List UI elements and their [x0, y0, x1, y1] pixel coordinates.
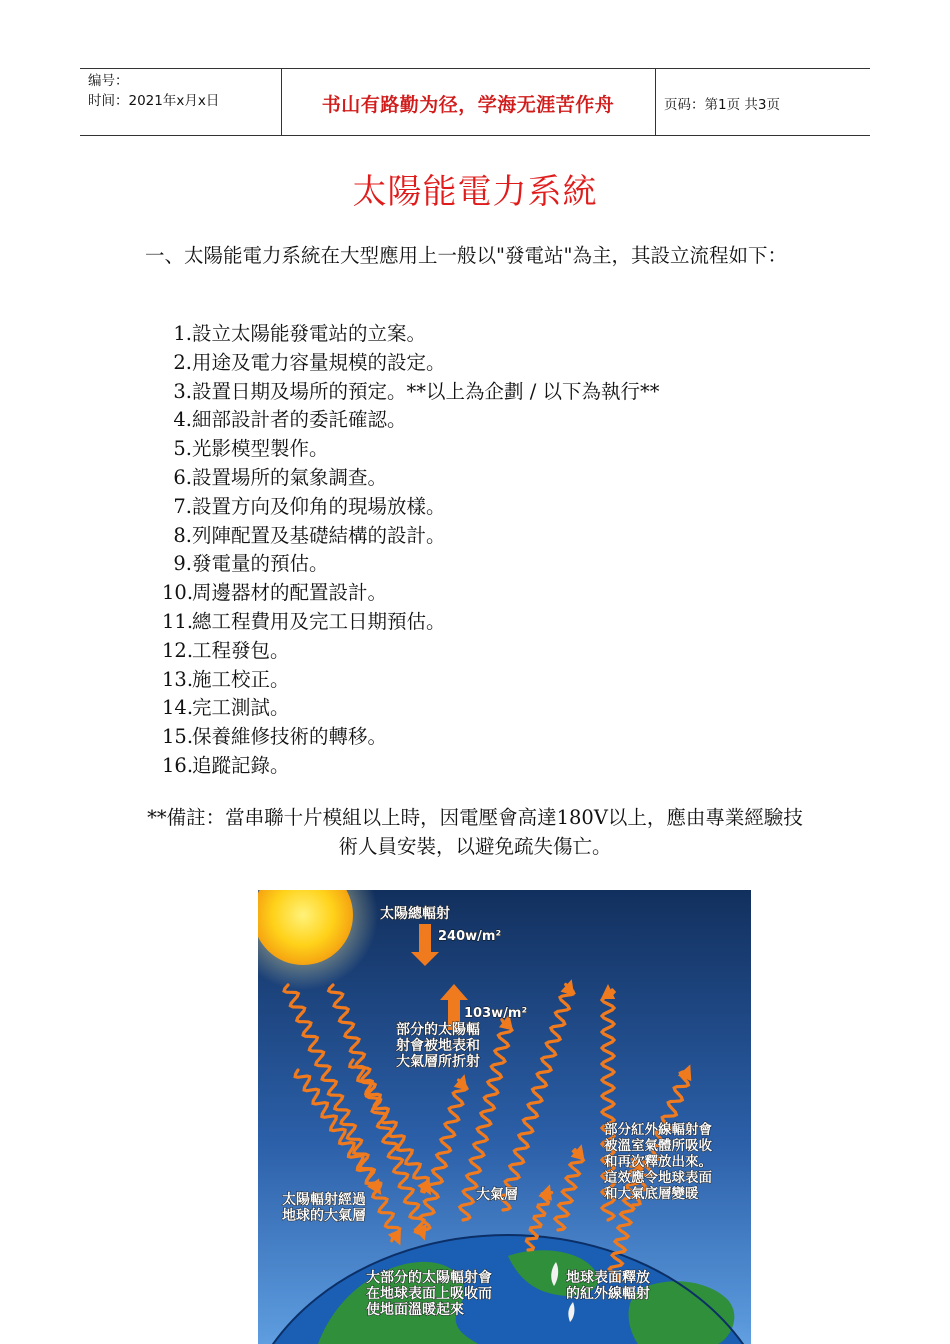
process-step	[162, 378, 659, 407]
step-number: 9.	[173, 552, 192, 576]
step-number: 4.	[173, 408, 192, 432]
step-number: 8.	[173, 523, 192, 547]
reflected-description	[396, 1021, 480, 1070]
infrared-description	[603, 1121, 712, 1202]
process-step	[162, 694, 659, 723]
step-number: 10.	[162, 581, 194, 605]
svg-text:使地面溫暖起來: 使地面溫暖起來	[366, 1302, 464, 1318]
step-text: 設立太陽能發電站的立案。	[192, 322, 427, 345]
process-step	[162, 349, 659, 378]
through-atmosphere-description	[282, 1191, 366, 1224]
svg-text:大氣層所折射: 大氣層所折射	[396, 1054, 480, 1070]
greenhouse-effect-figure	[258, 890, 751, 1344]
step-number: 16.	[162, 753, 194, 777]
step-text: 周邊器材的配置設計。	[192, 581, 388, 605]
process-steps-list	[162, 320, 659, 781]
step-text: 工程發包。	[192, 638, 290, 662]
svg-text:和大氣底層變暖: 和大氣底層變暖	[604, 1186, 699, 1202]
header-motto: 书山有路勤为径，学海无涯苦作舟	[321, 94, 615, 116]
step-number: 3.	[173, 379, 192, 403]
safety-note: **備註：當串聯十片模組以上時，因電壓會高達180V以上，應由專業經驗技術人員安裝，以避免疏失傷亡。	[147, 806, 803, 858]
process-step	[162, 723, 659, 752]
svg-text:射會被地表和: 射會被地表和	[396, 1038, 480, 1054]
svg-text:這效應令地球表面: 這效應令地球表面	[604, 1170, 712, 1186]
process-step	[162, 579, 659, 608]
document-number-label: 编号：	[88, 73, 129, 89]
step-text: 施工校正。	[192, 667, 290, 691]
step-text: 保養維修技術的轉移。	[192, 725, 388, 749]
step-text: 光影模型製作。	[192, 437, 329, 461]
svg-text:太陽輻射經過: 太陽輻射經過	[282, 1192, 366, 1208]
process-step	[162, 435, 659, 464]
svg-text:和再次釋放出來。: 和再次釋放出來。	[604, 1154, 712, 1170]
incoming-value-label: 240w/m²	[438, 929, 502, 944]
process-step	[162, 320, 659, 349]
svg-text:部分紅外線輻射會: 部分紅外線輻射會	[604, 1122, 712, 1138]
step-text: 追蹤記錄。	[192, 753, 290, 777]
step-text: 設置場所的氣象調查。	[192, 465, 388, 489]
header-meta	[88, 71, 219, 111]
process-step	[162, 464, 659, 493]
header-top-rule	[80, 68, 870, 69]
svg-text:在地球表面上吸收而: 在地球表面上吸收而	[366, 1286, 492, 1302]
svg-text:部分的太陽輻: 部分的太陽輻	[396, 1022, 480, 1038]
atmosphere-label: 大氣層	[476, 1187, 518, 1203]
document-time-label: 时间：2021年x月x日	[88, 93, 220, 109]
intro-paragraph: 一、太陽能電力系統在大型應用上一般以"發電站"為主，其設立流程如下：	[145, 244, 787, 267]
svg-text:地球的大氣層: 地球的大氣層	[282, 1208, 366, 1224]
step-text: 列陣配置及基礎結構的設計。	[192, 523, 446, 547]
step-text: 設置方向及仰角的現場放樣。	[192, 494, 446, 518]
step-number: 15.	[162, 725, 194, 749]
total-radiation-label: 太陽總輻射	[380, 906, 450, 922]
step-number: 11.	[162, 609, 194, 633]
step-text: 總工程費用及完工日期預估。	[192, 609, 446, 633]
step-number: 12.	[162, 638, 194, 662]
greenhouse-diagram	[258, 890, 751, 1344]
svg-text:地球表面釋放: 地球表面釋放	[566, 1270, 650, 1286]
header-divider	[655, 68, 656, 135]
header-bottom-rule	[80, 135, 870, 136]
process-step	[162, 637, 659, 666]
svg-text:被溫室氣體所吸收: 被溫室氣體所吸收	[604, 1138, 712, 1154]
step-number: 14.	[162, 696, 194, 720]
step-text: 用途及電力容量規模的設定。	[192, 350, 446, 374]
page-title: 太陽能電力系統	[352, 172, 598, 212]
process-step	[162, 550, 659, 579]
header-divider	[281, 68, 282, 135]
process-step	[162, 493, 659, 522]
step-text: 細部設計者的委託確認。	[192, 408, 407, 432]
process-step	[162, 666, 659, 695]
step-number: 1.	[173, 322, 192, 345]
surface-infrared-description	[566, 1269, 650, 1302]
reflected-value-label: 103w/m²	[464, 1006, 528, 1021]
page-info: 页码：第1页 共3页	[664, 97, 780, 113]
step-text: 發電量的預估。	[192, 552, 329, 576]
step-number: 7.	[173, 494, 192, 518]
step-number: 5.	[173, 437, 192, 461]
process-step	[162, 752, 659, 781]
svg-text:的紅外線輻射: 的紅外線輻射	[566, 1286, 650, 1302]
process-step	[162, 522, 659, 551]
step-number: 2.	[173, 350, 192, 374]
step-text: 完工測試。	[192, 696, 290, 720]
step-number: 13.	[162, 667, 194, 691]
process-step	[162, 608, 659, 637]
step-text: 設置日期及場所的預定。**以上為企劃 / 以下為執行**	[192, 379, 660, 403]
process-step	[162, 406, 659, 435]
svg-text:大部分的太陽輻射會: 大部分的太陽輻射會	[366, 1270, 492, 1286]
step-number: 6.	[173, 465, 192, 489]
